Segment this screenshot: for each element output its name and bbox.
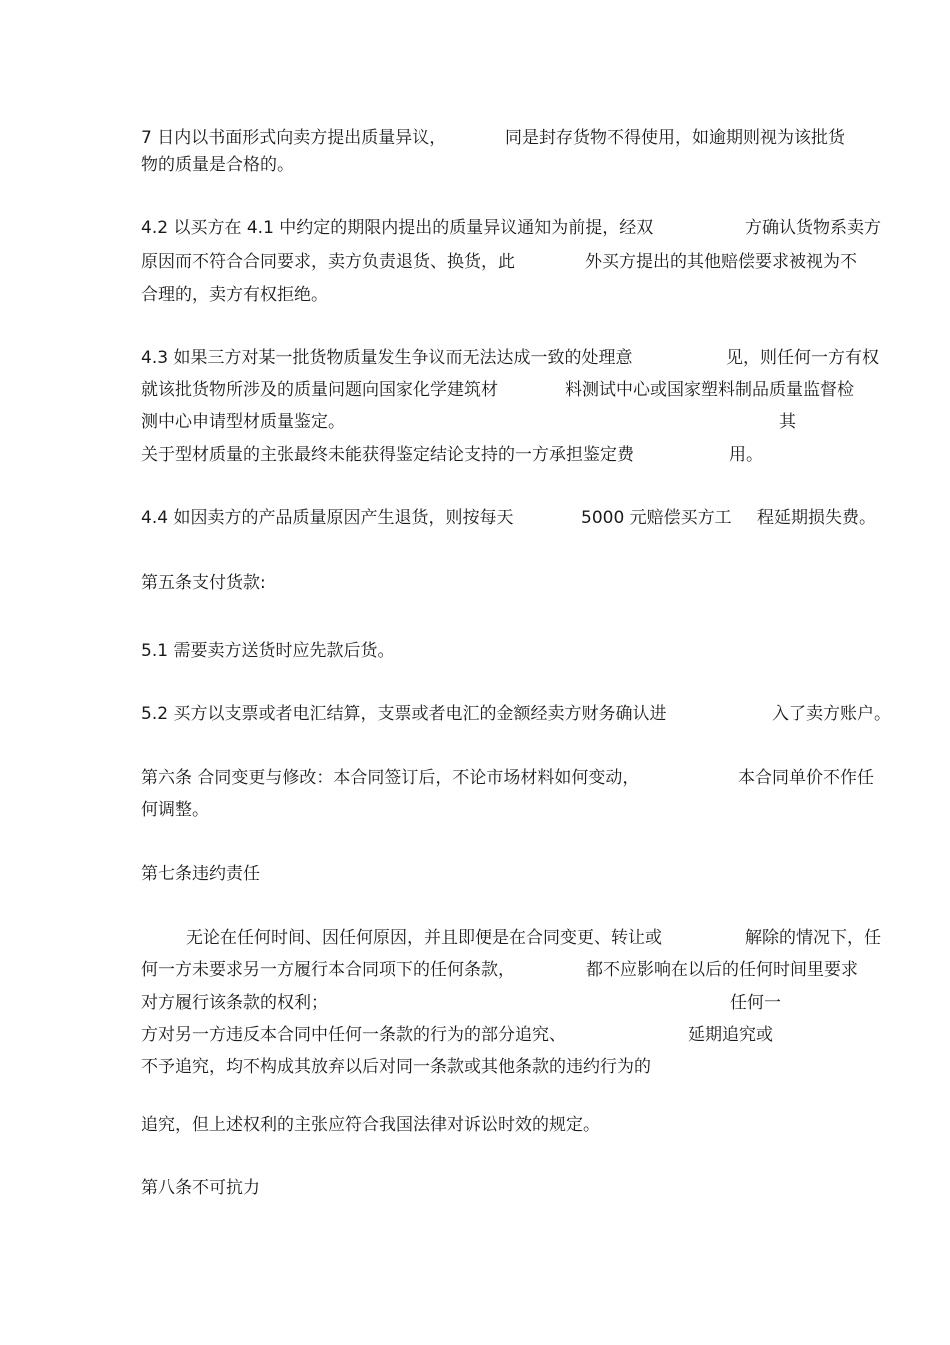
text-segment: 原因而不符合合同要求，卖方负责退货、换货，此 [141,252,515,272]
text-segment: 用。 [729,445,763,465]
text-segment: 5.2 买方以支票或者电汇结算，支票或者电汇的金额经卖方财务确认进 [141,704,667,724]
text-segment: 4.4 如因卖方的产品质量原因产生退货，则按每天 [141,508,514,528]
section-heading: 第八条不可抗力 [141,1178,260,1198]
text-line: 5.1 需要卖方送货时应先款后货。 [141,641,395,661]
text-segment: 方确认货物系卖方 [745,218,881,238]
text-segment: 5000 元赔偿买方工 [581,508,732,528]
text-segment: 本合同单价不作任 [738,768,874,788]
text-segment: 都不应影响在以后的任何时间里要求 [586,960,858,980]
text-segment: 同是封存货物不得使用，如逾期则视为该批货 [505,128,845,148]
section-heading: 第五条支付货款: [141,573,266,593]
text-line: 何调整。 [141,800,209,820]
text-line: 物的质量是合格的。 [141,155,294,175]
text-segment: 方对另一方违反本合同中任何一条款的行为的部分追究、 [141,1025,566,1045]
text-segment: 对方履行该条款的权利； [141,993,328,1013]
text-segment: 4.2 以买方在 4.1 中约定的期限内提出的质量异议通知为前提，经双 [141,218,654,238]
text-segment: 无论在任何时间、因任何原因，并且即便是在合同变更、转让或 [186,928,662,948]
text-line: 追究，但上述权利的主张应符合我国法律对诉讼时效的规定。 [141,1115,600,1135]
text-segment: 就该批货物所涉及的质量问题向国家化学建筑材 [141,380,498,400]
text-segment: 4.3 如果三方对某一批货物质量发生争议而无法达成一致的处理意 [141,348,633,368]
text-line: 不予追究，均不构成其放弃以后对同一条款或其他条款的违约行为的 [141,1057,651,1077]
text-line: 合理的，卖方有权拒绝。 [141,285,328,305]
text-segment: 料测试中心或国家塑料制品质量监督检 [565,380,854,400]
text-segment: 程延期损失费。 [757,508,876,528]
text-segment: 解除的情况下，任 [745,928,881,948]
section-heading: 第七条违约责任 [141,864,260,884]
text-segment: 7 日内以书面形式向卖方提出质量异议， [141,128,447,148]
text-segment: 关于型材质量的主张最终未能获得鉴定结论支持的一方承担鉴定费 [141,445,634,465]
text-segment: 测中心申请型材质量鉴定。 [141,412,345,432]
text-segment: 外买方提出的其他赔偿要求被视为不 [585,252,857,272]
text-segment: 任何一 [730,993,781,1013]
text-segment: 入了卖方账户。 [772,704,891,724]
text-segment: 延期追究或 [688,1025,773,1045]
text-segment: 第六条 合同变更与修改：本合同签订后，不论市场材料如何变动， [141,768,640,788]
text-segment: 其 [779,412,796,432]
text-segment: 见，则任何一方有权 [726,348,879,368]
text-segment: 何一方未要求另一方履行本合同项下的任何条款， [141,960,515,980]
